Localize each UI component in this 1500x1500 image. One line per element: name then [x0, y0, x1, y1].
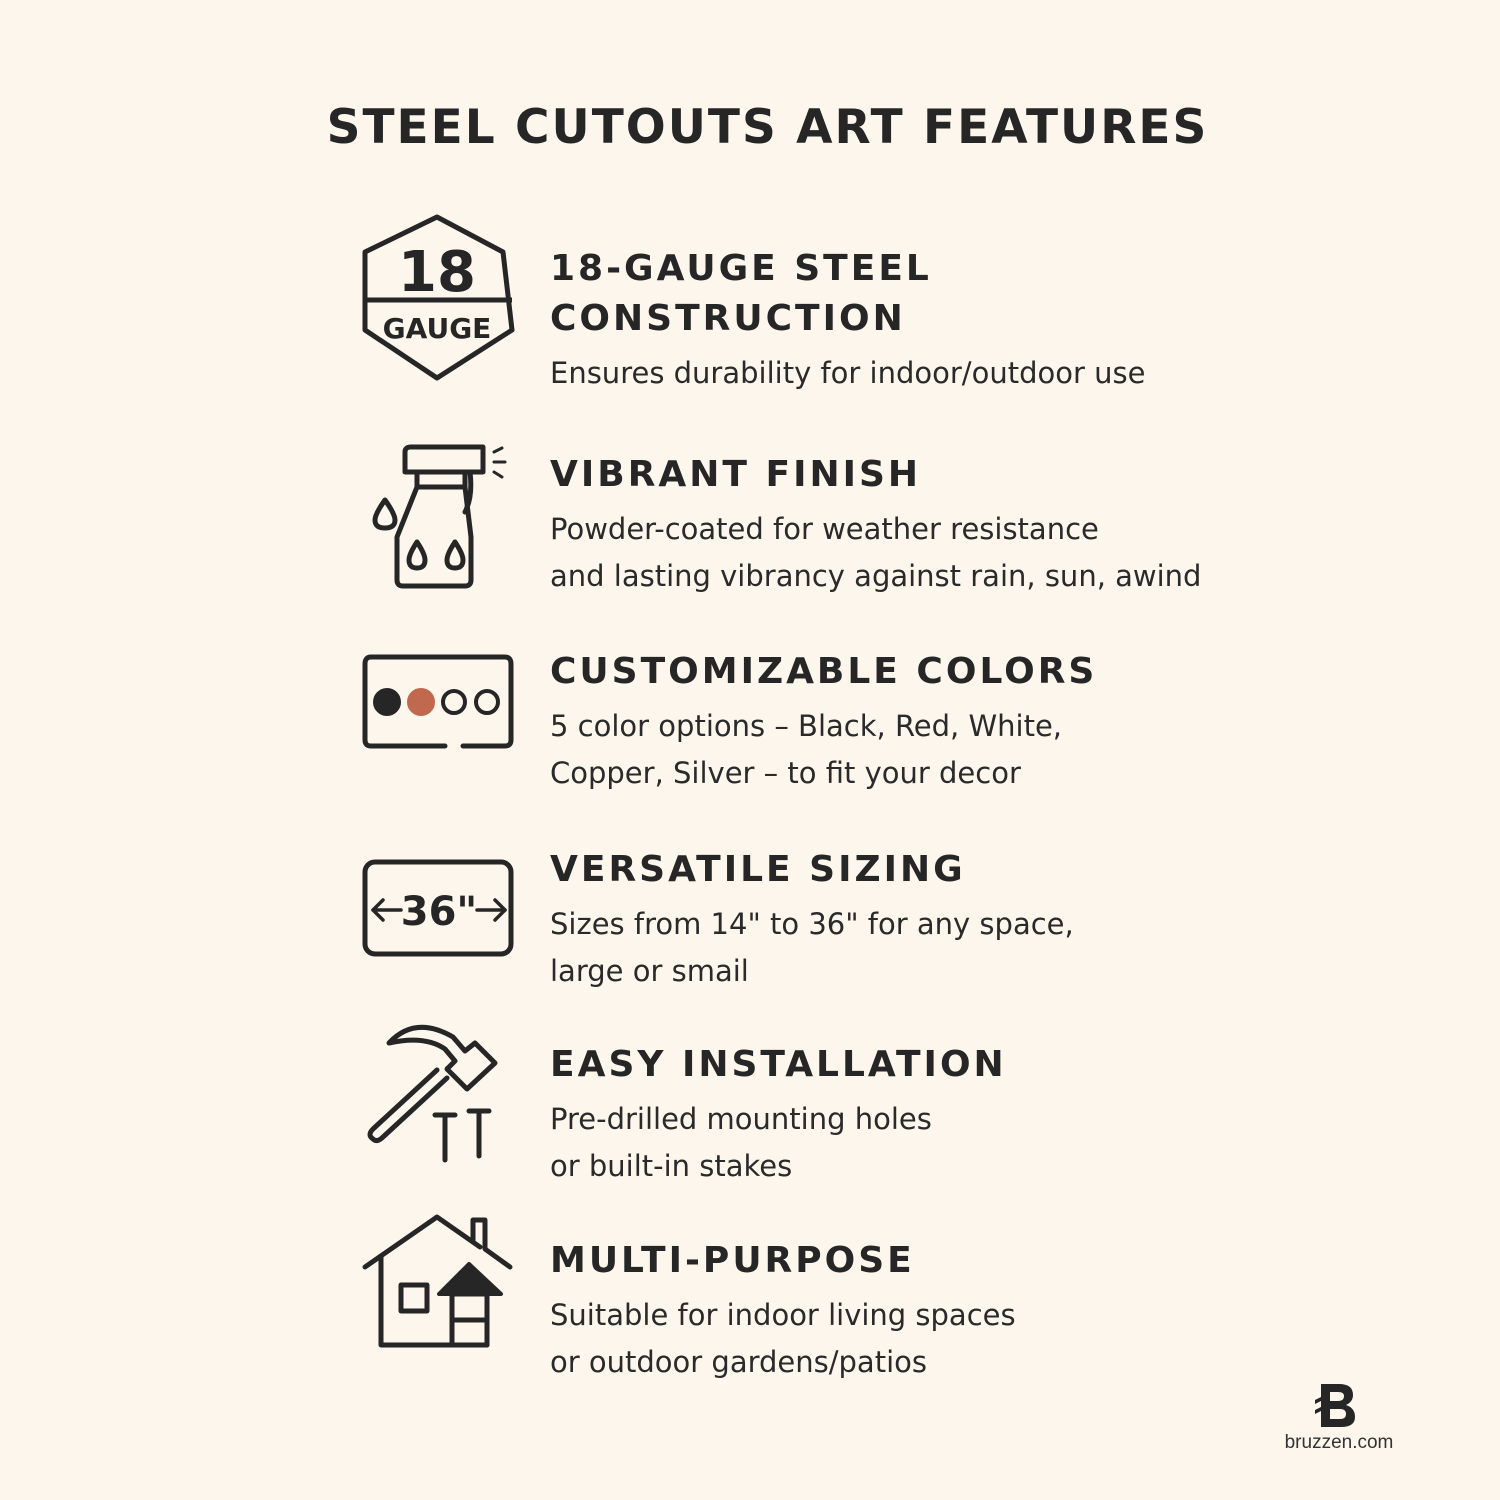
- swatch-silver: [476, 691, 498, 713]
- feature-heading: EASY INSTALLATION: [550, 1044, 1007, 1085]
- feature-description-line: Pre-drilled mounting holes: [550, 1102, 932, 1136]
- feature-multi-purpose: [355, 1212, 1235, 1402]
- swatch-white: [443, 691, 465, 713]
- feature-heading: VERSATILE SIZING: [550, 849, 966, 890]
- feature-description-line: and lasting vibrancy against rain, sun, awind: [550, 559, 1202, 593]
- feature-description: [550, 703, 1230, 797]
- feature-heading: MULTI-PURPOSE: [550, 1240, 915, 1281]
- size-arrows-icon: [355, 838, 525, 1028]
- feature-description-line: or outdoor gardens/patios: [550, 1345, 927, 1379]
- color-swatch-icon: [355, 640, 525, 830]
- feature-description: [550, 901, 1230, 995]
- page-title: STEEL CUTOUTS ART FEATURES: [326, 100, 1209, 155]
- gauge-number: 18: [398, 240, 476, 305]
- gauge-label: GAUGE: [382, 312, 492, 345]
- bruzzen-logo-icon: [1315, 1380, 1359, 1430]
- feature-description: [550, 506, 1230, 600]
- feature-description: [550, 1292, 1230, 1386]
- feature-heading-line: 18-GAUGE STEEL: [550, 248, 932, 289]
- feature-description: [550, 350, 1230, 397]
- gauge-badge-icon: [355, 212, 525, 402]
- feature-description-line: or built-in stakes: [550, 1149, 793, 1183]
- feature-gauge-steel: [355, 212, 1235, 402]
- feature-description-line: Copper, Silver – to fit your decor: [550, 756, 1021, 790]
- swatch-black: [375, 690, 399, 714]
- feature-description-line: Suitable for indoor living spaces: [550, 1298, 1016, 1332]
- feature-heading-line: CONSTRUCTION: [550, 298, 906, 339]
- spray-bottle-icon: [355, 442, 525, 632]
- swatch-copper: [409, 690, 433, 714]
- feature-versatile-sizing: [355, 838, 1235, 1028]
- feature-description: [550, 1096, 1230, 1190]
- house-icon: [355, 1212, 525, 1402]
- size-label: 36": [400, 889, 478, 935]
- feature-vibrant-finish: [355, 442, 1235, 632]
- watermark: [1280, 1380, 1400, 1460]
- feature-description-line: Powder-coated for weather resistance: [550, 512, 1099, 546]
- hammer-icon: [355, 1015, 525, 1205]
- watermark-text: bruzzen.com: [1284, 1432, 1394, 1453]
- feature-description-line: large or smail: [550, 954, 749, 988]
- feature-heading: CUSTOMIZABLE COLORS: [550, 651, 1098, 692]
- feature-heading: VIBRANT FINISH: [550, 454, 922, 495]
- feature-description-line: Ensures durability for indoor/outdoor use: [550, 356, 1146, 390]
- feature-heading: [550, 244, 1230, 344]
- feature-description-line: 5 color options – Black, Red, White,: [550, 709, 1063, 743]
- feature-description-line: Sizes from 14" to 36" for any space,: [550, 907, 1074, 941]
- feature-customizable-colors: [355, 640, 1235, 830]
- feature-easy-installation: [355, 1015, 1235, 1205]
